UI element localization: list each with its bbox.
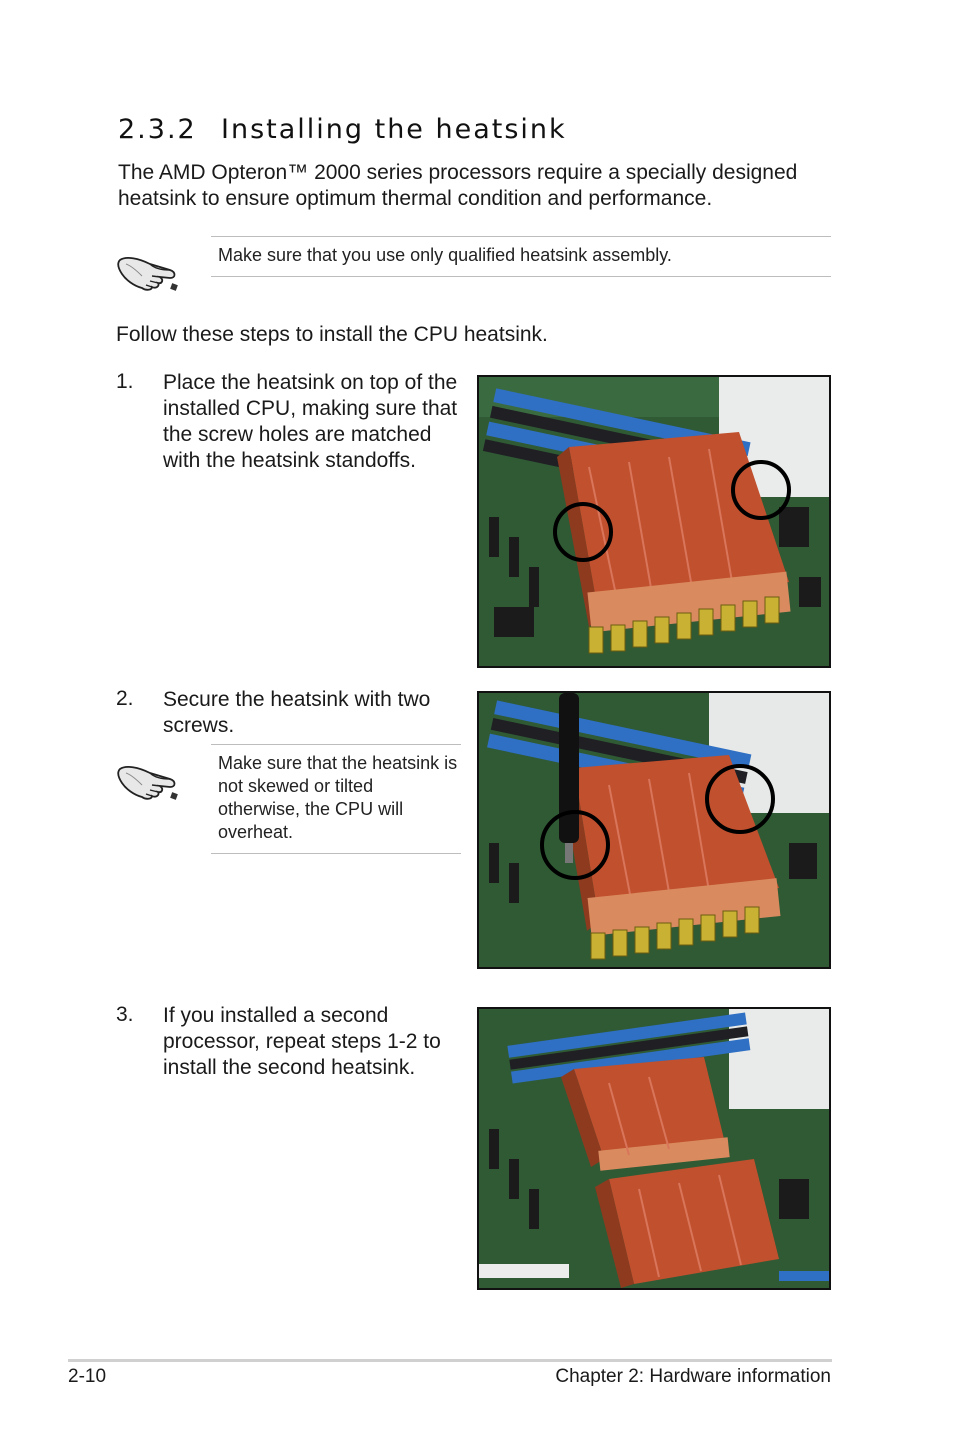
page-number: 2-10 — [68, 1366, 107, 1387]
step-text: If you installed a second processor, repeat steps 1-2 to install the second heatsink. — [163, 1004, 441, 1079]
heatsink-screwing-photo — [477, 691, 831, 969]
step-number: 3. — [116, 1003, 134, 1026]
step-text: Place the heatsink on top of the installed CPU, making sure that the screw holes are matched with the heatsink standoffs. — [163, 371, 458, 472]
pointing-hand-icon — [116, 246, 178, 297]
section-heading — [118, 114, 567, 145]
note-text: Make sure that the heatsink is not skewed or tilted otherwise, the CPU will overheat. — [218, 753, 458, 842]
section-number: 2.3.2 — [118, 114, 197, 145]
note-rule-bottom — [211, 853, 461, 854]
pointing-hand-icon — [116, 755, 178, 806]
step-text: Secure the heatsink with two screws. — [163, 688, 431, 737]
note-rule-top — [211, 236, 831, 237]
note-rule-top — [211, 744, 461, 745]
intro-paragraph: The AMD Opteron™ 2000 series processors require a specially designed heatsink to ensure optimum thermal condition and performance. — [118, 161, 798, 210]
footer-rule — [68, 1359, 832, 1362]
follow-instructions: Follow these steps to install the CPU heatsink. — [116, 323, 548, 346]
note-text: Make sure that you use only qualified heatsink assembly. — [218, 245, 672, 265]
step-number: 2. — [116, 687, 134, 710]
section-title: Installing the heatsink — [221, 114, 567, 145]
step-number: 1. — [116, 370, 134, 393]
heatsink-placement-photo — [477, 375, 831, 668]
note-rule-bottom — [211, 276, 831, 277]
chapter-title: Chapter 2: Hardware information — [555, 1366, 831, 1387]
second-heatsink-photo — [477, 1007, 831, 1290]
